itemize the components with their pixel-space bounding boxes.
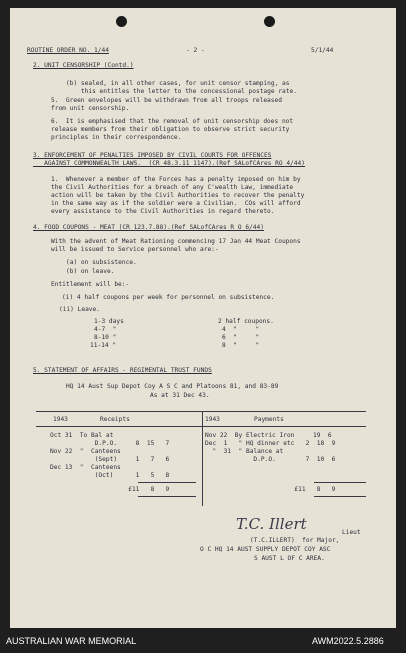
receipts-year: 1943 [53,416,68,423]
leave-coupons-row: 2 half coupons. [218,318,274,325]
sec3-heading: 3. ENFORCEMENT OF PENALTIES IMPOSED BY CIVIL COURTS FOR OFFENCES AGAINST COMMONWEALTH LAWS. (CR 48.3.11 1147).(Ref SALofCAres RO 4/44) [33,152,305,167]
sec2-para-6: 6. It is emphasised that the removal of unit censorship does not release members from their obligation to observe strict security principles in their correspondence. [51,118,294,141]
sec3-para-1: 1. Whenever a member of the Forces has a penalty imposed on him by the Civil Authorities for a breach of any C'wealth Law, immediate action will be taken by the Civil Authorities to recover the penalty in the same way as if the soldier were a Civilian. COs will afford every assistance to the Civil Authorities in regard thereto. [51,176,305,215]
routine-order-title: ROUTINE ORDER NO. 1/44 [27,47,109,54]
receipts-row: D.P.O. 8 15 7 [50,440,170,447]
receipts-header: Receipts [100,416,130,423]
order-date: 5/1/44 [311,47,334,54]
leave-coupons-row: 8 " " [222,342,260,349]
sec4-item-b: (b) on leave. [66,268,115,275]
payments-year: 1943 [205,416,220,423]
receipts-row: Oct 31 To Bal at [50,432,114,439]
leave-days-row: 4-7 " [94,326,117,333]
sec2-heading: 2. UNIT CENSORSHIP (Contd.) [33,62,134,69]
receipts-row: Dec 13 " Canteens [50,464,121,471]
sec2-para-5: 5. Green envelopes will be withdrawn from all troops released from unit censorship. [51,97,282,112]
payments-row: D.P.O. 7 10 6 [205,456,336,463]
leave-coupons-row: 6 " " [222,334,260,341]
signatory-name: (T.C.ILLERT) for Major, [250,537,340,544]
archive-name: AUSTRALIAN WAR MEMORIAL [6,636,137,646]
sec5-heading: 5. STATEMENT OF AFFAIRS - REGIMENTAL TRUST FUNDS [33,367,212,374]
archive-reference: AWM2022.5.2886 [312,636,384,646]
sec2-para-b: (b) sealed, in all other cases, for unit censor stamping, as this entitles the letter to the concessional postage rate. [66,80,297,95]
receipts-row: (Oct) 1 5 8 [50,472,170,479]
payments-row: " 31 " Balance at [205,448,284,455]
sec4-item-ii: (ii) Leave. [59,306,100,313]
leave-days-row: 11-14 " [90,342,117,349]
receipts-row: (Sept) 1 7 6 [50,456,170,463]
payments-row: Nov 22 By Electric Iron 19 6 [205,432,332,439]
signatory-area: S AUST L OF C AREA. [254,555,325,562]
leave-days-row: 8-10 " [94,334,117,341]
page-number: - 2 - [186,47,205,54]
payments-sum-rule [314,482,366,483]
payments-header: Payments [254,416,284,423]
receipts-total: £11 8 9 [50,486,170,493]
signatory-unit: O C HQ 14 AUST SUPPLY DEPOT COY ASC [200,546,331,553]
payments-total: £11 8 9 [205,486,336,493]
payments-row: Dec 1 " HQ dinner etc 2 18 9 [205,440,336,447]
table-divider [202,411,203,506]
punch-hole-right [264,16,275,27]
receipts-total-rule [138,496,196,497]
leave-days-row: 1-3 days [94,318,124,325]
sec4-entitlement: Entitlement will be:- [51,281,130,288]
payments-total-rule [314,496,366,497]
leave-coupons-row: 4 " " [222,326,260,333]
sec5-as-at: As at 31 Dec 43. [150,392,210,399]
sec4-heading: 4. FOOD COUPONS - MEAT (CR 123.7.88).(Ref SALofCAres R O 6/44) [33,224,264,231]
punch-hole-left [116,16,127,27]
receipts-sum-rule [138,482,196,483]
sec4-intro: With the advent of Meat Rationing commencing 17 Jan 44 Meat Coupons will be issued to Service personnel who are:- [51,238,301,253]
table-top-rule [36,411,366,412]
sec4-item-i: (i) 4 half coupons per week for personnel on subsistence. [62,294,275,301]
table-header-rule [36,426,366,427]
handwritten-signature: T.C. Illert [236,515,307,533]
receipts-row: Nov 22 " Canteens [50,448,121,455]
sec5-subtitle: HQ 14 Aust Sup Depot Coy A S C and Platoons 81, and 83-89 [66,383,279,390]
sec4-item-a: (a) on subsistence. [66,259,137,266]
signatory-rank: Lieut [342,529,361,536]
